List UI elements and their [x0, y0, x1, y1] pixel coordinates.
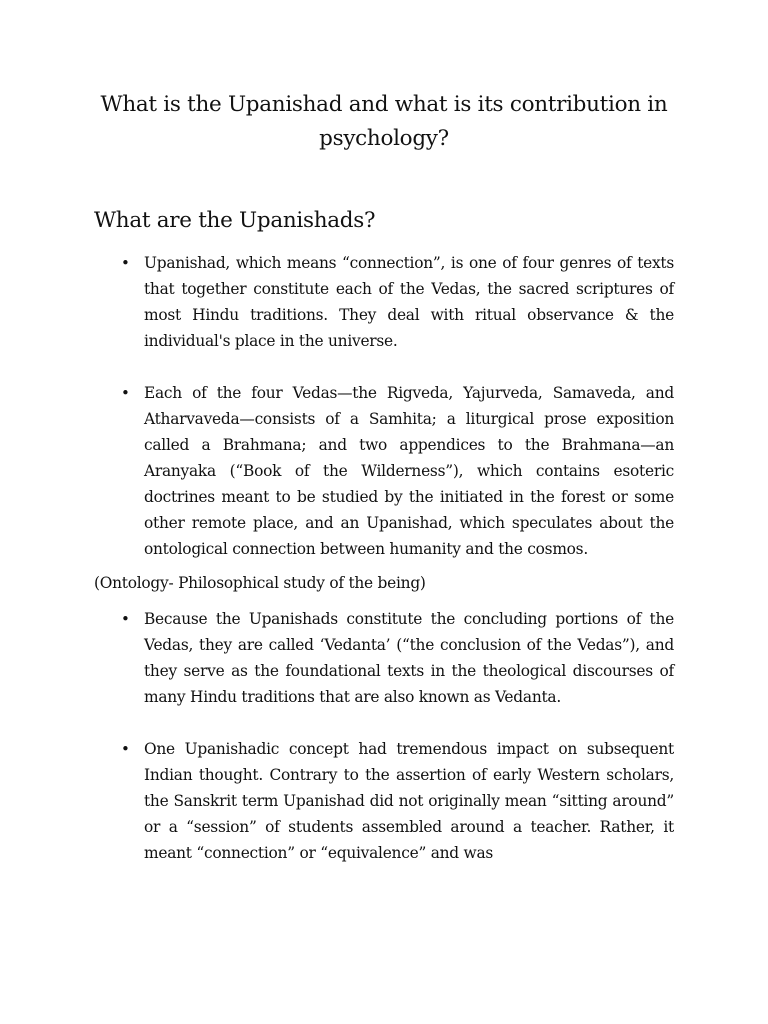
- document-page: [94, 88, 674, 866]
- bullet-icon: •: [121, 254, 130, 272]
- section-heading: What are the Upanishads?: [94, 208, 376, 233]
- ontology-note: (Ontology- Philosophical study of the being): [94, 574, 426, 592]
- list-item-text: One Upanishadic concept had tremendous impact on subsequent Indian thought. Contrary to the assertion of early Western scholars, the Sanskrit term Upanishad did not originally mean “sitting around” or a “session” of students assembled around a teacher. Rather, it meant “connection” or “equivalence” and was: [144, 740, 674, 862]
- bullet-icon: •: [121, 610, 130, 628]
- bullet-icon: •: [121, 384, 130, 402]
- list-spacer: [94, 354, 674, 380]
- list-spacer: [94, 710, 674, 736]
- list-item: [94, 380, 674, 562]
- list-item-text: Because the Upanishads constitute the concluding portions of the Vedas, they are called ‘Vedanta’ (“the conclusion of the Vedas”), and they serve as the foundational texts in the theological discourses of many Hindu traditions that are also known as Vedanta.: [144, 610, 674, 706]
- bullet-icon: •: [121, 740, 130, 758]
- list-item-text: Each of the four Vedas—the Rigveda, Yajurveda, Samaveda, and Atharvaveda—consists of a Samhita; a liturgical prose exposition called a Brahmana; and two appendices to the Brahmana—an Aranyaka (“Book of the Wilderness”), which contains esoteric doctrines meant to be studied by the initiated in the forest or some other remote place, and an Upanishad, which speculates about the ontological connection between humanity and the cosmos.: [144, 384, 674, 558]
- list-item: [94, 736, 674, 866]
- document-title: What is the Upanishad and what is its contribution in psychology?: [100, 92, 668, 151]
- list-item: [94, 606, 674, 710]
- bullet-list-1: [94, 250, 674, 562]
- bullet-list-2: [94, 606, 674, 866]
- list-item: [94, 250, 674, 354]
- list-item-text: Upanishad, which means “connection”, is one of four genres of texts that together constitute each of the Vedas, the sacred scriptures of most Hindu traditions. They deal with ritual observance & the individual's place in the universe.: [144, 254, 674, 350]
